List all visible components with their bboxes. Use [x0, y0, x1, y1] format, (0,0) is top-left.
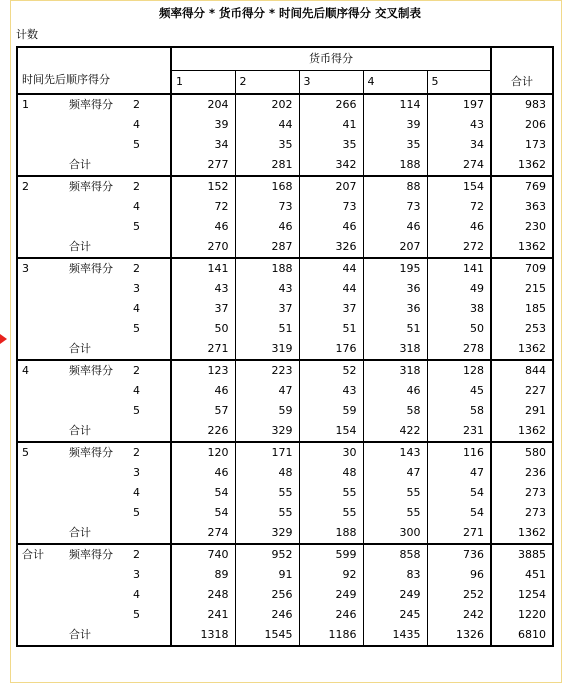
col-header: 2	[235, 71, 299, 95]
table-row	[17, 176, 553, 197]
col-header: 4	[363, 71, 427, 95]
row-label: 2	[129, 442, 171, 463]
group-label: 4	[17, 360, 65, 442]
table-cell: 197	[427, 94, 491, 115]
table-cell: 114	[363, 94, 427, 115]
row-label: 5	[133, 506, 140, 519]
table-cell: 37	[235, 299, 299, 319]
table-cell: 154	[427, 176, 491, 197]
table-cell: 858	[363, 544, 427, 565]
table-cell: 143	[363, 442, 427, 463]
group-label: 5	[17, 442, 65, 544]
subtotal-cell: 1186	[299, 625, 363, 646]
row-total-cell: 273	[491, 483, 553, 503]
table-cell: 55	[235, 483, 299, 503]
subtotal-cell: 342	[299, 155, 363, 176]
row-total-cell: 253	[491, 319, 553, 339]
subtotal-cell: 1362	[491, 237, 553, 258]
group-sublabel: 频率得分	[65, 360, 129, 421]
table-cell: 36	[363, 299, 427, 319]
table-cell: 46	[171, 217, 235, 237]
row-total-cell: 273	[491, 503, 553, 523]
row-label: 4	[133, 384, 140, 397]
row-total-cell: 227	[491, 381, 553, 401]
row-label: 4	[133, 200, 140, 213]
subtotal-cell: 274	[171, 523, 235, 544]
count-label: 计数	[16, 28, 38, 41]
row-label: 2	[129, 544, 171, 565]
table-cell: 35	[235, 135, 299, 155]
table-cell: 44	[299, 279, 363, 299]
subtotal-cell: 1362	[491, 421, 553, 442]
table-cell: 152	[171, 176, 235, 197]
subtotal-cell: 326	[299, 237, 363, 258]
table-cell: 51	[363, 319, 427, 339]
row-total-cell: 185	[491, 299, 553, 319]
col-header: 3	[299, 71, 363, 95]
table-cell: 246	[299, 605, 363, 625]
subtotal-cell: 207	[363, 237, 427, 258]
table-cell: 195	[363, 258, 427, 279]
table-cell: 246	[235, 605, 299, 625]
table-cell: 88	[363, 176, 427, 197]
table-cell: 39	[171, 115, 235, 135]
table-cell: 52	[299, 360, 363, 381]
table-cell: 46	[171, 381, 235, 401]
table-cell: 599	[299, 544, 363, 565]
table-cell: 241	[171, 605, 235, 625]
group-label: 3	[17, 258, 65, 360]
table-cell: 55	[299, 503, 363, 523]
table-cell: 120	[171, 442, 235, 463]
subtotal-cell: 270	[171, 237, 235, 258]
table-cell: 249	[363, 585, 427, 605]
table-cell: 50	[427, 319, 491, 339]
row-total-cell: 173	[491, 135, 553, 155]
row-total-cell: 580	[491, 442, 553, 463]
table-cell: 223	[235, 360, 299, 381]
table-cell: 123	[171, 360, 235, 381]
subtotal-cell: 154	[299, 421, 363, 442]
subtotal-cell: 287	[235, 237, 299, 258]
row-label: 5	[133, 404, 140, 417]
table-cell: 249	[299, 585, 363, 605]
row-total-cell: 709	[491, 258, 553, 279]
row-total-cell: 769	[491, 176, 553, 197]
table-cell: 740	[171, 544, 235, 565]
table-cell: 736	[427, 544, 491, 565]
table-row	[17, 258, 553, 279]
table-cell: 44	[235, 115, 299, 135]
table-cell: 43	[299, 381, 363, 401]
table-cell: 58	[363, 401, 427, 421]
table-cell: 44	[299, 258, 363, 279]
table-cell: 72	[171, 197, 235, 217]
row-label: 2	[129, 176, 171, 197]
subtotal-cell: 188	[299, 523, 363, 544]
table-cell: 171	[235, 442, 299, 463]
table-cell: 37	[171, 299, 235, 319]
subtotal-label: 合计	[69, 526, 91, 539]
table-cell: 318	[363, 360, 427, 381]
table-cell: 47	[235, 381, 299, 401]
table-title: 频率得分 * 货币得分 * 时间先后顺序得分 交叉制表	[158, 6, 422, 20]
row-total-cell: 844	[491, 360, 553, 381]
subtotal-cell: 319	[235, 339, 299, 360]
table-cell: 92	[299, 565, 363, 585]
subtotal-row	[17, 625, 553, 646]
subtotal-cell: 422	[363, 421, 427, 442]
subtotal-cell: 271	[427, 523, 491, 544]
table-row	[17, 360, 553, 381]
table-cell: 89	[171, 565, 235, 585]
table-cell: 46	[171, 463, 235, 483]
table-cell: 51	[299, 319, 363, 339]
row-label: 4	[133, 588, 140, 601]
table-cell: 128	[427, 360, 491, 381]
subtotal-cell: 1545	[235, 625, 299, 646]
table-cell: 35	[363, 135, 427, 155]
subtotal-label: 合计	[69, 240, 91, 253]
subtotal-row	[17, 523, 553, 544]
table-cell: 46	[299, 217, 363, 237]
row-total-cell: 3885	[491, 544, 553, 565]
subtotal-cell: 1362	[491, 155, 553, 176]
row-label: 2	[129, 94, 171, 115]
row-total-cell: 983	[491, 94, 553, 115]
table-cell: 248	[171, 585, 235, 605]
subtotal-cell: 226	[171, 421, 235, 442]
table-cell: 54	[171, 503, 235, 523]
table-cell: 245	[363, 605, 427, 625]
table-cell: 141	[427, 258, 491, 279]
table-cell: 57	[171, 401, 235, 421]
row-total-cell: 236	[491, 463, 553, 483]
row-total-cell: 230	[491, 217, 553, 237]
table-cell: 141	[171, 258, 235, 279]
row-label: 5	[133, 608, 140, 621]
group-sublabel: 频率得分	[65, 94, 129, 155]
row-label: 3	[133, 466, 140, 479]
row-total-cell: 363	[491, 197, 553, 217]
subtotal-row	[17, 155, 553, 176]
subtotal-label: 合计	[69, 628, 91, 641]
subtotal-cell: 329	[235, 421, 299, 442]
table-cell: 242	[427, 605, 491, 625]
table-cell: 51	[235, 319, 299, 339]
table-cell: 55	[299, 483, 363, 503]
subtotal-cell: 300	[363, 523, 427, 544]
row-label: 4	[133, 486, 140, 499]
subtotal-label: 合计	[69, 424, 91, 437]
group-sublabel: 频率得分	[65, 176, 129, 237]
table-cell: 38	[427, 299, 491, 319]
subtotal-cell: 1326	[427, 625, 491, 646]
group-sublabel: 频率得分	[65, 442, 129, 523]
row-label: 4	[133, 302, 140, 315]
subtotal-cell: 1362	[491, 339, 553, 360]
subtotal-cell: 231	[427, 421, 491, 442]
table-cell: 59	[299, 401, 363, 421]
col-header: 1	[171, 71, 235, 95]
table-cell: 55	[235, 503, 299, 523]
table-cell: 54	[171, 483, 235, 503]
subtotal-cell: 329	[235, 523, 299, 544]
row-label: 5	[133, 138, 140, 151]
table-cell: 73	[363, 197, 427, 217]
subtotal-cell: 1318	[171, 625, 235, 646]
table-cell: 266	[299, 94, 363, 115]
row-total-cell: 206	[491, 115, 553, 135]
group-sublabel: 频率得分	[65, 544, 129, 625]
row-label: 5	[133, 220, 140, 233]
table-cell: 34	[171, 135, 235, 155]
group-label: 1	[17, 94, 65, 176]
table-row	[17, 94, 553, 115]
table-cell: 41	[299, 115, 363, 135]
subtotal-cell: 278	[427, 339, 491, 360]
row-label: 2	[129, 360, 171, 381]
group-sublabel: 频率得分	[65, 258, 129, 339]
table-cell: 202	[235, 94, 299, 115]
row-label: 2	[129, 258, 171, 279]
table-cell: 46	[235, 217, 299, 237]
table-cell: 91	[235, 565, 299, 585]
table-cell: 952	[235, 544, 299, 565]
subtotal-cell: 272	[427, 237, 491, 258]
table-cell: 204	[171, 94, 235, 115]
table-cell: 39	[363, 115, 427, 135]
table-cell: 83	[363, 565, 427, 585]
subtotal-cell: 277	[171, 155, 235, 176]
table-cell: 188	[235, 258, 299, 279]
table-cell: 207	[299, 176, 363, 197]
table-cell: 46	[363, 381, 427, 401]
row-total-cell: 451	[491, 565, 553, 585]
subtotal-row	[17, 421, 553, 442]
row-total-cell: 1254	[491, 585, 553, 605]
table-cell: 54	[427, 503, 491, 523]
table-cell: 256	[235, 585, 299, 605]
table-cell: 55	[363, 503, 427, 523]
table-cell: 43	[427, 115, 491, 135]
subtotal-cell: 176	[299, 339, 363, 360]
table-cell: 43	[235, 279, 299, 299]
subtotal-label: 合计	[69, 158, 91, 171]
table-cell: 47	[427, 463, 491, 483]
table-cell: 48	[299, 463, 363, 483]
table-cell: 43	[171, 279, 235, 299]
table-cell: 45	[427, 381, 491, 401]
crosstab-body	[17, 94, 553, 646]
row-total-cell: 1220	[491, 605, 553, 625]
table-cell: 168	[235, 176, 299, 197]
col-header: 5	[427, 71, 491, 95]
table-cell: 58	[427, 401, 491, 421]
table-cell: 59	[235, 401, 299, 421]
row-total-cell: 291	[491, 401, 553, 421]
subtotal-cell: 188	[363, 155, 427, 176]
table-cell: 73	[235, 197, 299, 217]
subtotal-cell: 274	[427, 155, 491, 176]
subtotal-cell: 1435	[363, 625, 427, 646]
table-cell: 72	[427, 197, 491, 217]
table-cell: 48	[235, 463, 299, 483]
crosstab-table	[16, 46, 554, 647]
table-cell: 47	[363, 463, 427, 483]
table-row	[17, 442, 553, 463]
subtotal-cell: 1362	[491, 523, 553, 544]
table-row	[17, 544, 553, 565]
table-cell: 30	[299, 442, 363, 463]
row-label: 4	[133, 118, 140, 131]
table-cell: 35	[299, 135, 363, 155]
subtotal-cell: 318	[363, 339, 427, 360]
subtotal-cell: 271	[171, 339, 235, 360]
selection-arrow-icon	[0, 334, 7, 344]
subtotal-cell: 6810	[491, 625, 553, 646]
row-label: 5	[133, 322, 140, 335]
table-cell: 116	[427, 442, 491, 463]
table-cell: 46	[363, 217, 427, 237]
row-total-cell: 215	[491, 279, 553, 299]
table-cell: 55	[363, 483, 427, 503]
col-group-label: 货币得分	[171, 47, 491, 71]
table-cell: 37	[299, 299, 363, 319]
group-label: 合计	[17, 544, 65, 646]
group-label: 2	[17, 176, 65, 258]
table-cell: 34	[427, 135, 491, 155]
row-label: 3	[133, 568, 140, 581]
subtotal-row	[17, 339, 553, 360]
table-cell: 96	[427, 565, 491, 585]
table-cell: 49	[427, 279, 491, 299]
subtotal-label: 合计	[69, 342, 91, 355]
subtotal-cell: 281	[235, 155, 299, 176]
total-col-header: 合计	[491, 47, 553, 94]
table-cell: 73	[299, 197, 363, 217]
table-cell: 50	[171, 319, 235, 339]
table-cell: 252	[427, 585, 491, 605]
table-cell: 54	[427, 483, 491, 503]
subtotal-row	[17, 237, 553, 258]
row-label: 3	[133, 282, 140, 295]
table-cell: 36	[363, 279, 427, 299]
row-header-label: 时间先后顺序得分	[22, 73, 110, 86]
table-cell: 46	[427, 217, 491, 237]
